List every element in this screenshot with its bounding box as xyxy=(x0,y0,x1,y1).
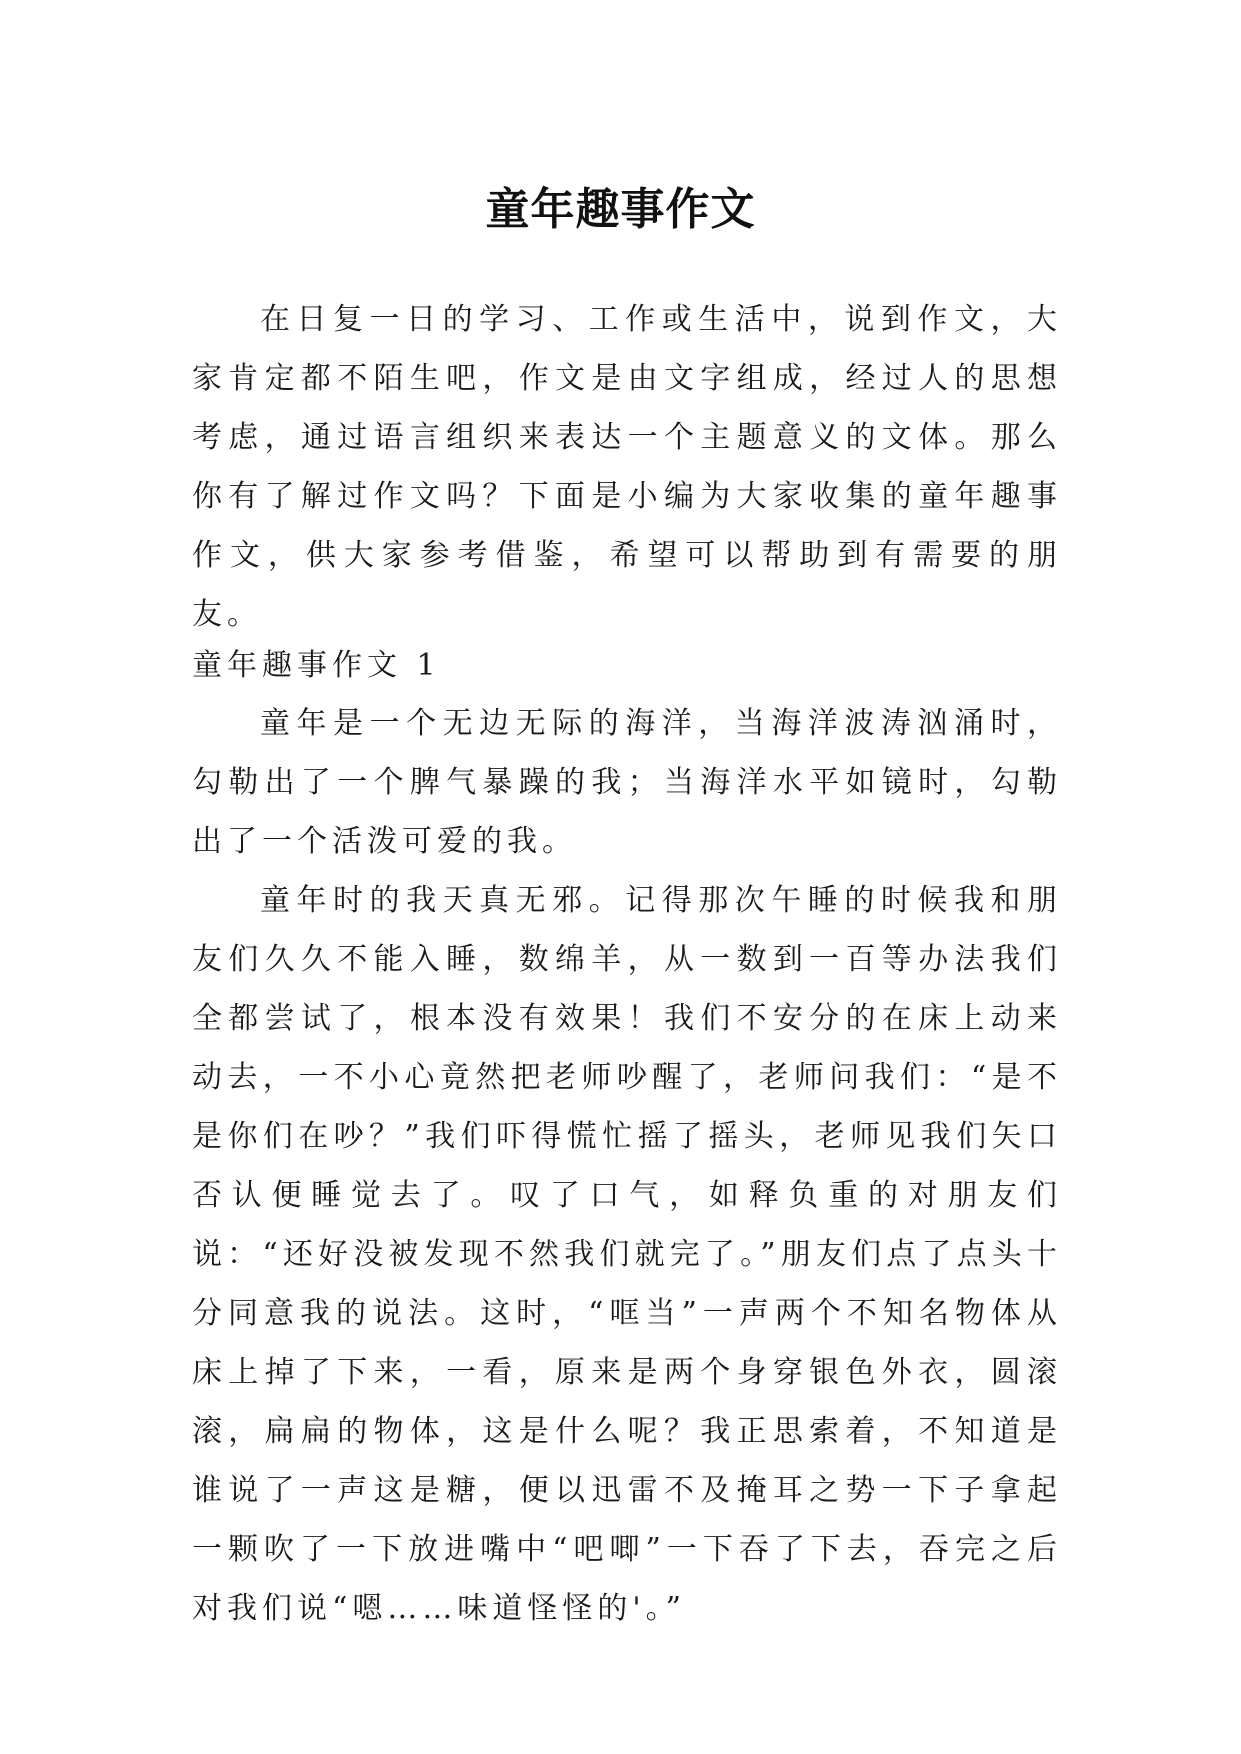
document-title: 童年趣事作文 xyxy=(485,184,756,236)
section-heading: 童年趣事作文 1 xyxy=(192,648,441,683)
intro-paragraph: 在日复一日的学习、工作或生活中，说到作文，大家肯定都不陌生吧，作文是由文字组成，经过人的思想考虑，通过语言组织来表达一个主题意义的文体。那么你有了解过作文吗？下面是小编为大家收集的童年趣事作文，供大家参考借鉴，希望可以帮助到有需要的朋友。 xyxy=(192,302,1062,632)
section-body xyxy=(192,694,1062,1638)
section-paragraph-2: 童年时的我天真无邪。记得那次午睡的时候我和朋友们久久不能入睡，数绵羊，从一数到一百等办法我们全都尝试了，根本没有效果！我们不安分的在床上动来动去，一不小心竟然把老师吵醒了，老师问我们：“是不是你们在吵？”我们吓得慌忙摇了摇头，老师见我们矢口否认便睡觉去了。叹了口气，如释负重的对朋友们说：“还好没被发现不然我们就完了。”朋友们点了点头十分同意我的说法。这时，“哐当”一声两个不知名物体从床上掉了下来，一看，原来是两个身穿银色外衣，圆滚滚，扁扁的物体，这是什么呢？我正思索着，不知道是谁说了一声这是糖，便以迅雷不及掩耳之势一下子拿起一颗吹了一下放进嘴中“吧唧”一下吞了下去，吞完之后对我们说“嗯……味道怪怪的'。” xyxy=(192,883,1062,1626)
section-paragraph-1: 童年是一个无边无际的海洋，当海洋波涛汹涌时，勾勒出了一个脾气暴躁的我；当海洋水平如镜时，勾勒出了一个活泼可爱的我。 xyxy=(192,706,1062,859)
